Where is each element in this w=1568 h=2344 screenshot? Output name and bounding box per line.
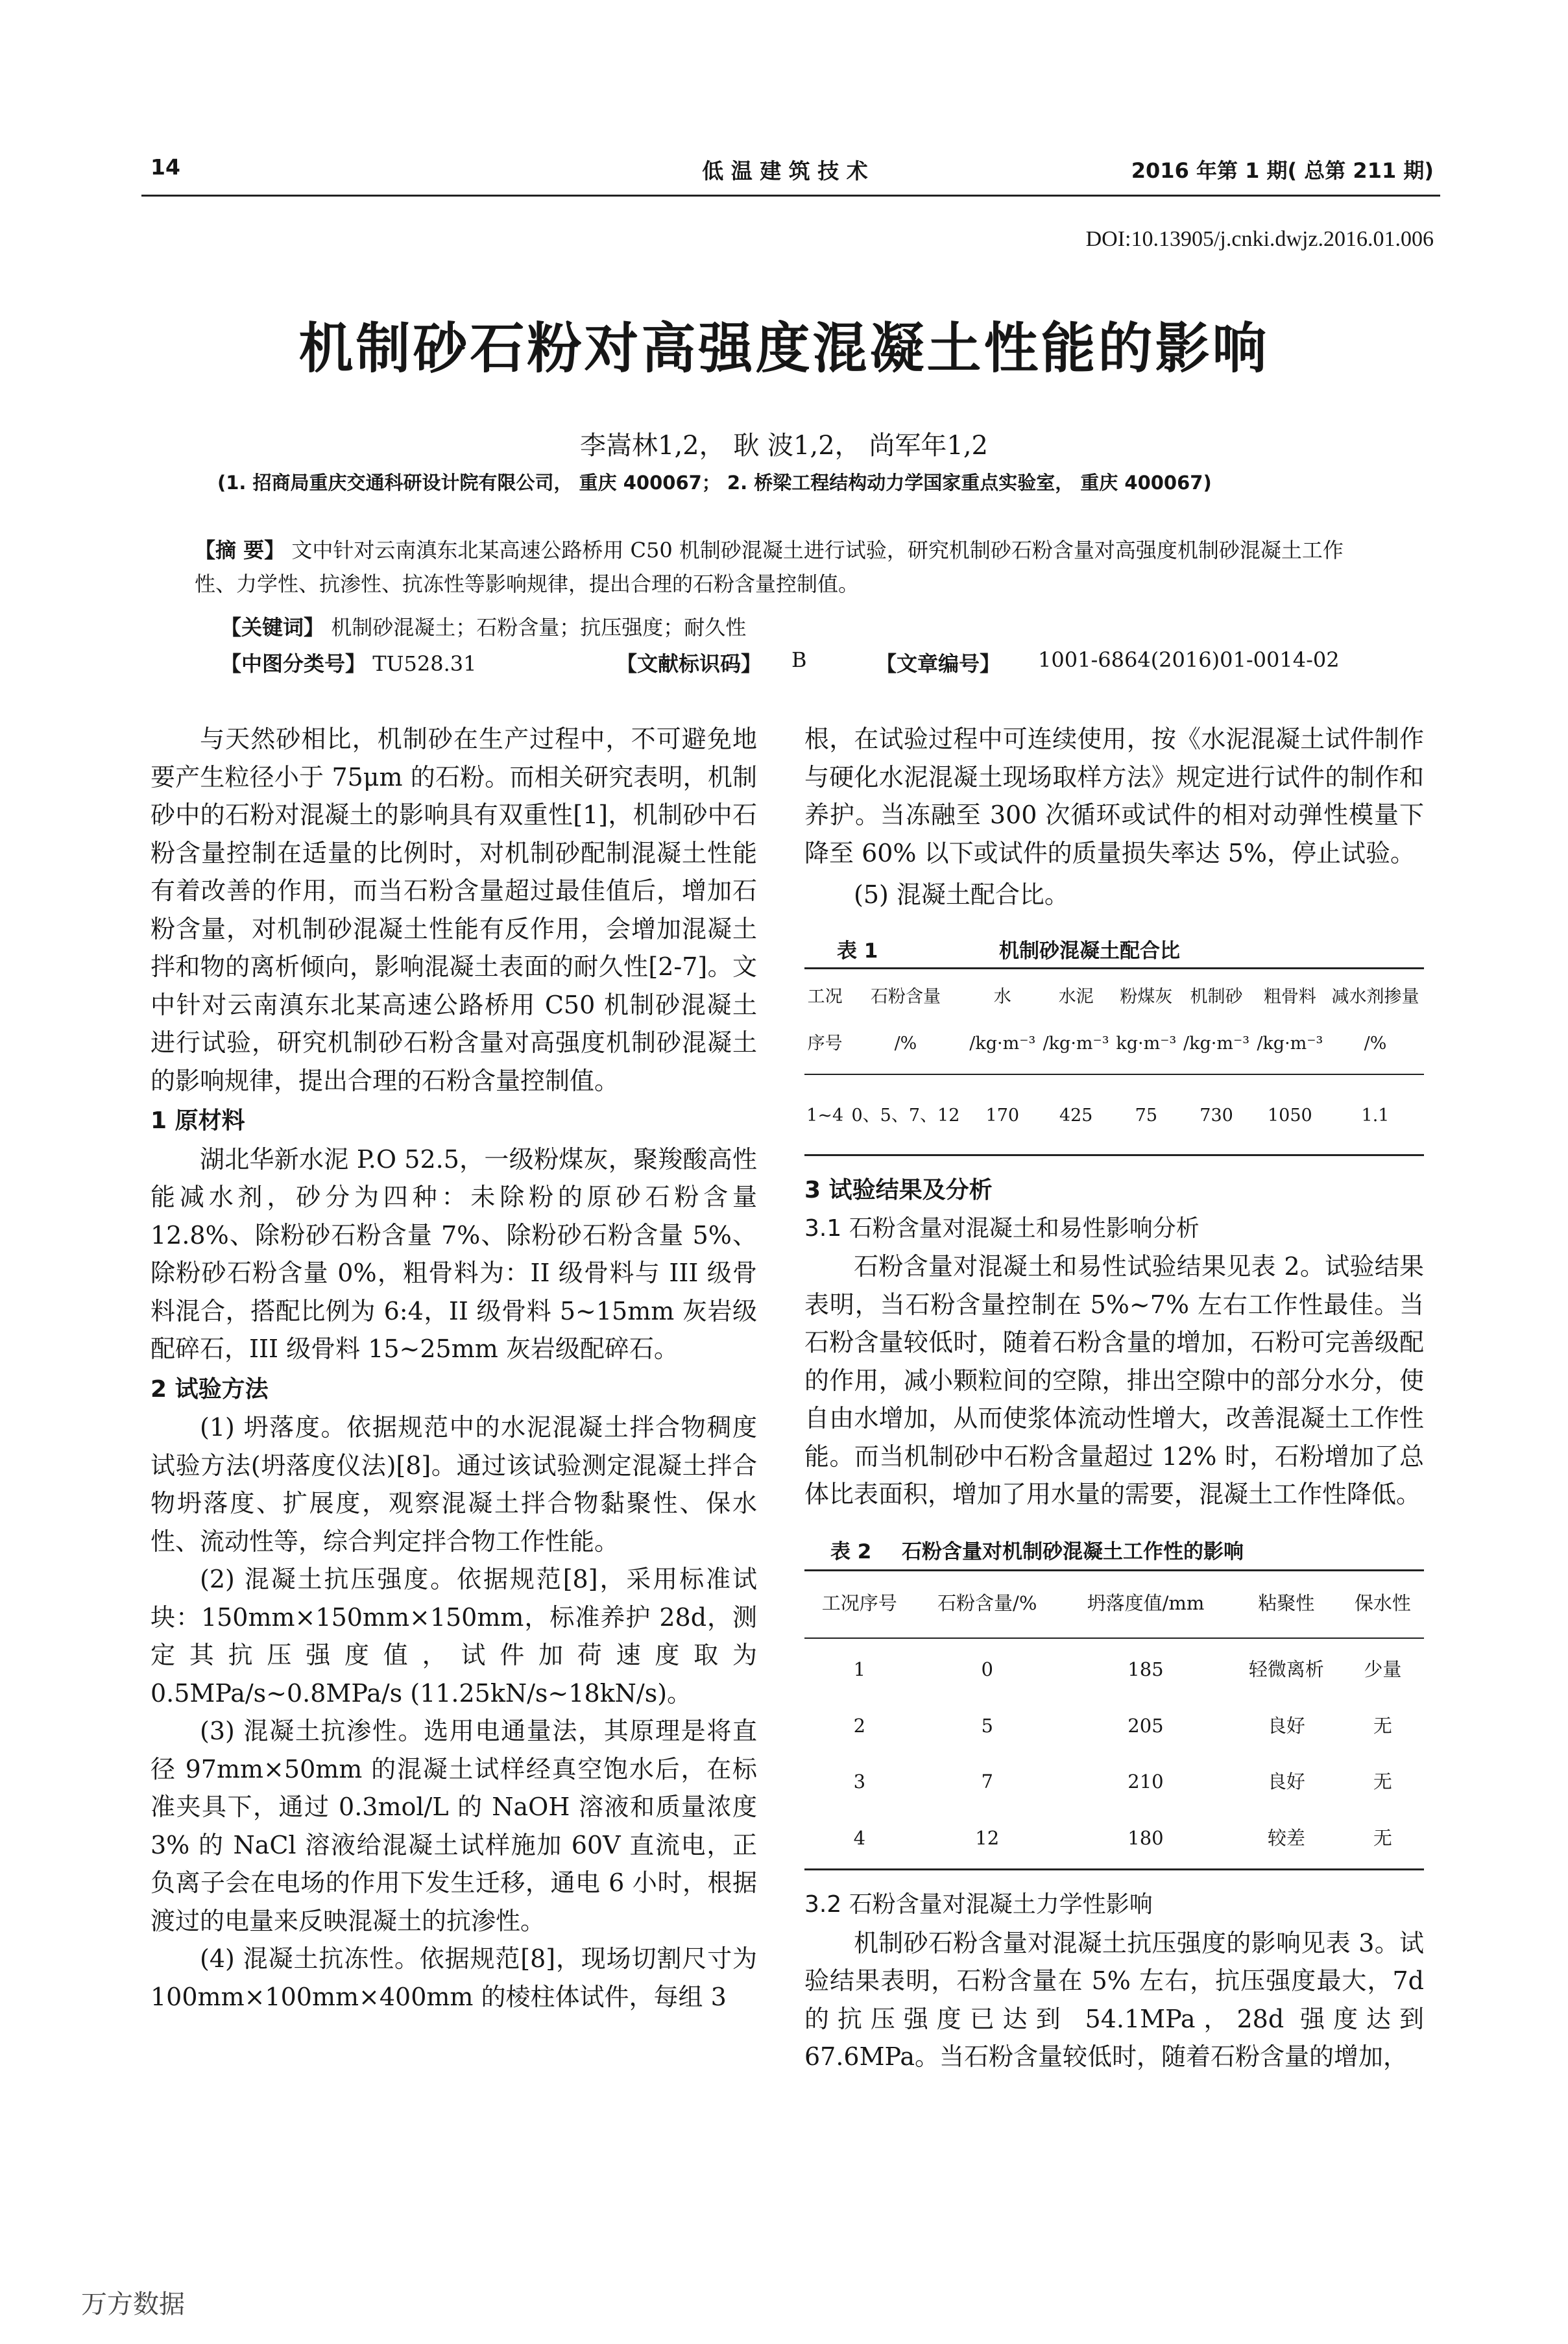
t2-r1-c4: 无 <box>1373 1714 1392 1737</box>
t1-c-1: 0、5、7、12 <box>851 1105 960 1126</box>
table-row <box>804 1074 1424 1155</box>
t1-c-6: 1050 <box>1267 1105 1312 1126</box>
t1-h2-4: kg·m⁻³ <box>1116 1033 1177 1054</box>
t1-h2-6: /kg·m⁻³ <box>1257 1033 1323 1054</box>
section-2-heading: 2 试验方法 <box>151 1375 269 1403</box>
t1-h2-5: /kg·m⁻³ <box>1183 1033 1250 1054</box>
method-permeability: (3) 混凝土抗渗性。选用电通量法，其原理是将直径 97mm×50mm 的混凝土试样经真空饱水后，在标准夹具下，通过 0.3mol/L 的 NaOH 溶液和质量浓度 3% 的 NaCl 溶液给混凝土试样施加 60V 直流电，正负离子会在电场的作用下发生迁移，通电 6 小时，根据渡过的电量来反映混凝土的抗渗性。 <box>151 1717 757 1935</box>
t2-r3-c1: 12 <box>975 1826 1000 1849</box>
t1-h1-5: 机制砂 <box>1190 986 1243 1007</box>
method-frost: (4) 混凝土抗冻性。依据规范[8]，现场切割尺寸为 100mm×100mm×400mm 的棱柱体试件，每组 3 <box>151 1944 757 2011</box>
table-1 <box>804 932 1424 1157</box>
table-row <box>804 1810 1424 1870</box>
t2-r3-c2: 180 <box>1128 1826 1164 1849</box>
articleno: 1001-6864(2016)01-0014-02 <box>1038 647 1340 672</box>
page-number: 14 <box>151 154 180 180</box>
table-1-number: 表 1 <box>837 939 878 963</box>
table-2 <box>804 1533 1424 1871</box>
table-2-title: 石粉含量对机制砂混凝土工作性的影响 <box>902 1540 1244 1564</box>
t1-h2-7: /% <box>1364 1033 1387 1054</box>
t1-h1-3: 水泥 <box>1058 986 1094 1007</box>
t2-h-1: 石粉含量/% <box>937 1591 1037 1614</box>
table-1-header-row <box>804 968 1424 1016</box>
t2-r2-c3: 良好 <box>1267 1770 1305 1793</box>
section-3-1-text: 石粉含量对混凝土和易性试验结果见表 2。试验结果表明，当石粉含量控制在 5%~7% 左右工作性最佳。当石粉含量较低时，随着石粉含量的增加，石粉可完善级配的作用，减小颗粒间的空隙，排出空隙中的部分水分，使自由水增加，从而使浆体流动性增大，改善混凝土工作性能。而当机制砂中石粉含量超过 12% 时，石粉增加了总体比表面积，增加了用水量的需要，混凝土工作性降低。 <box>804 1252 1424 1508</box>
articleno-label: 【文章编号】 <box>876 651 1001 676</box>
table-row <box>804 1698 1424 1754</box>
table-row <box>804 1754 1424 1810</box>
t2-r2-c4: 无 <box>1373 1770 1392 1793</box>
watermark-footer: 万方数据 <box>81 2290 185 2319</box>
section-1-text: 湖北华新水泥 P.O 52.5，一级粉煤灰，聚羧酸高性能减水剂，砂分为四种：未除粉的原砂石粉含量 12.8%、除粉砂石粉含量 7%、除粉砂石粉含量 5%、除粉砂石粉含量 0%，粗骨料为：II 级骨料与 III 级骨料混合，搭配比例为 6:4，II 级骨料 5~15mm 灰岩级配碎石，III 级骨料 15~25mm 灰岩级配碎石。 <box>151 1144 758 1363</box>
t1-c-7: 1.1 <box>1361 1105 1390 1126</box>
section-3-2-text: 机制砂石粉含量对混凝土抗压强度的影响见表 3。试验结果表明，石粉含量在 5% 左右，抗压强度最大，7d 的抗压强度已达到 54.1MPa，28d 强度达到 67.6MPa。当石粉含量较低时，随着石粉含量的增加， <box>804 1928 1424 2071</box>
right-column <box>804 720 1424 2076</box>
doccode-label: 【文献标识码】 <box>616 651 762 676</box>
t2-r0-c3: 轻微离析 <box>1248 1658 1324 1680</box>
t1-c-3: 425 <box>1059 1105 1093 1126</box>
t2-r3-c3: 较差 <box>1267 1826 1305 1849</box>
table-1-title: 机制砂混凝土配合比 <box>999 939 1180 963</box>
authors: 李嵩林1,2， 耿 波1,2， 尚军年1,2 <box>580 431 988 461</box>
t2-h-4: 保水性 <box>1354 1591 1411 1614</box>
t2-h-2: 坍落度值/mm <box>1087 1591 1205 1614</box>
t1-c-5: 730 <box>1200 1105 1233 1126</box>
keywords-label: 【关键词】 <box>221 615 325 640</box>
t2-h-0: 工况序号 <box>821 1591 897 1614</box>
t2-r2-c2: 210 <box>1128 1770 1164 1793</box>
method-slump: (1) 坍落度。依据规范中的水泥混凝土拌合物稠度试验方法(坍落度仪法)[8]。通过该试验测定混凝土拌合物坍落度、扩展度，观察混凝土拌合物黏聚性、保水性、流动性等，综合判定拌合物工作性能。 <box>151 1413 757 1556</box>
article-title: 机制砂石粉对高强度混凝土性能的影响 <box>298 317 1270 380</box>
keywords-row <box>221 611 1388 645</box>
t1-h2-0: 序号 <box>807 1033 843 1054</box>
t1-h2-2: /kg·m⁻³ <box>969 1033 1036 1054</box>
t2-r0-c4: 少量 <box>1364 1658 1402 1680</box>
header-rule <box>141 195 1440 197</box>
section-3-heading: 3 试验结果及分析 <box>804 1177 993 1203</box>
t2-r2-c0: 3 <box>853 1770 866 1793</box>
t2-r0-c2: 185 <box>1128 1658 1164 1680</box>
abstract-text: 文中针对云南滇东北某高速公路桥用 C50 机制砂混凝土进行试验，研究机制砂石粉含量对高强度机制砂混凝土工作性、力学性、抗渗性、抗冻性等影响规律，提出合理的石粉含量控制值。 <box>195 538 1344 596</box>
t1-h2-1: /% <box>894 1033 917 1054</box>
t1-c-4: 75 <box>1135 1105 1157 1126</box>
t1-h1-7: 减水剂掺量 <box>1331 986 1419 1007</box>
t2-r0-c1: 0 <box>981 1658 993 1680</box>
t2-r2-c1: 7 <box>981 1770 993 1793</box>
clc-label: 【中图分类号】 <box>221 651 367 676</box>
t1-c-2: 170 <box>985 1105 1020 1126</box>
t2-r1-c3: 良好 <box>1267 1714 1305 1737</box>
clc: TU528.31 <box>372 651 477 676</box>
journal-name: 低 温 建 筑 技 术 <box>702 158 868 184</box>
doi: DOI:10.13905/j.cnki.dwjz.2016.01.006 <box>1085 227 1434 251</box>
section-1-heading: 1 原材料 <box>151 1107 245 1134</box>
abstract <box>195 533 1382 601</box>
t2-r1-c2: 205 <box>1128 1714 1164 1737</box>
workability-table <box>804 1569 1424 1871</box>
frost-continued: 根，在试验过程中可连续使用，按《水泥混凝土试件制作与硬化水泥混凝土现场取样方法》规定进行试件的制作和养护。当冻融至 300 次循环或试件的相对动弹性模量下降至 60% 以下或试件的质量损失率达 5%，停止试验。 <box>804 725 1424 867</box>
affiliations: (1. 招商局重庆交通科研设计院有限公司， 重庆 400067； 2. 桥梁工程结构动力学国家重点实验室， 重庆 400067) <box>217 472 1212 494</box>
classification-row <box>221 647 1388 681</box>
section-3-2-heading: 3.2 石粉含量对混凝土力学性影响 <box>804 1891 1153 1918</box>
t2-r3-c0: 4 <box>853 1826 866 1849</box>
t1-h2-3: /kg·m⁻³ <box>1043 1033 1109 1054</box>
table-row <box>804 1638 1424 1698</box>
table-2-header-row <box>804 1570 1424 1638</box>
keywords: 机制砂混凝土；石粉含量；抗压强度；耐久性 <box>331 615 747 640</box>
abstract-label: 【摘 要】 <box>195 538 285 562</box>
t1-h1-6: 粗骨料 <box>1263 986 1316 1007</box>
table-2-caption <box>804 1533 1424 1569</box>
table-1-unit-row <box>804 1016 1424 1074</box>
t2-r3-c4: 无 <box>1373 1826 1392 1849</box>
mix-ratio-table <box>804 967 1424 1157</box>
method-compressive: (2) 混凝土抗压强度。依据规范[8]，采用标准试块：150mm×150mm×150mm，标准养护 28d，测定其抗压强度值，试件加荷速度取为 0.5MPa/s~0.8MPa/s (11.25kN/s~18kN/s)。 <box>151 1565 757 1708</box>
t1-h1-4: 粉煤灰 <box>1120 986 1173 1007</box>
t2-r1-c1: 5 <box>981 1714 993 1737</box>
t2-r0-c0: 1 <box>853 1658 866 1680</box>
t1-h1-2: 水 <box>993 986 1011 1007</box>
t2-r1-c0: 2 <box>853 1714 866 1737</box>
intro-paragraph: 与天然砂相比，机制砂在生产过程中，不可避免地要产生粒径小于 75μm 的石粉。而相关研究表明，机制砂中的石粉对混凝土的影响具有双重性[1]，机制砂中石粉含量控制在适量的比例时，对机制砂配制混凝土性能有着改善的作用，而当石粉含量超过最佳值后，增加石粉含量，对机制砂混凝土性能有反作用，会增加混凝土拌和物的离析倾向，影响混凝土表面的耐久性[2-7]。文中针对云南滇东北某高速公路桥用 C50 机制砂混凝土进行试验，研究机制砂石粉含量对高强度机制砂混凝土的影响规律，提出合理的石粉含量控制值。 <box>151 725 757 1095</box>
mix-ratio-heading: (5) 混凝土配合比。 <box>854 880 1069 909</box>
issue-info: 2016 年第 1 期( 总第 211 期) <box>1131 158 1434 183</box>
section-3-1-heading: 3.1 石粉含量对混凝土和易性影响分析 <box>804 1214 1200 1242</box>
t2-h-3: 粘聚性 <box>1258 1591 1315 1614</box>
table-1-caption <box>804 932 1424 967</box>
table-2-number: 表 2 <box>830 1540 872 1564</box>
left-column <box>151 720 757 2016</box>
doccode: B <box>791 647 807 672</box>
t1-h1-0: 工况 <box>807 986 843 1007</box>
t1-c-0: 1~4 <box>806 1105 844 1126</box>
t1-h1-1: 石粉含量 <box>870 986 941 1007</box>
